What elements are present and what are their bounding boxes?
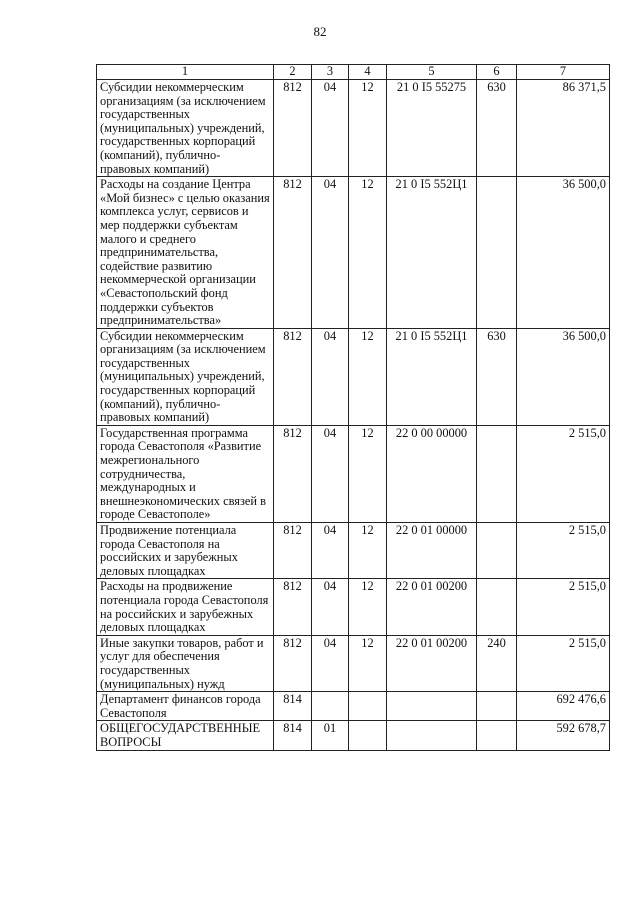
row-rz: 04: [312, 328, 349, 425]
column-header-2: 2: [274, 65, 312, 80]
row-rz: 04: [312, 523, 349, 579]
row-ved: 812: [274, 523, 312, 579]
row-rz: 01: [312, 721, 349, 750]
row-sum: 36 500,0: [517, 177, 610, 329]
row-pr: 12: [349, 328, 387, 425]
row-csr: 22 0 01 00200: [387, 579, 477, 635]
row-pr: 12: [349, 177, 387, 329]
row-name: Иные закупки товаров, работ и услуг для обеспечения государственных (муниципальных) нужд: [97, 635, 274, 691]
row-sum: 86 371,5: [517, 80, 610, 177]
row-name: Субсидии некоммерческим организациям (за исключением государственных (муниципальных) учреждений, государственных корпораций (компаний), публично-правовых компаний): [97, 80, 274, 177]
row-name: Субсидии некоммерческим организациям (за исключением государственных (муниципальных) учреждений, государственных корпораций (компаний), публично-правовых компаний): [97, 328, 274, 425]
table-row: [97, 80, 610, 177]
row-ved: 814: [274, 692, 312, 721]
row-name: Расходы на продвижение потенциала города Севастополя на российских и зарубежных деловых площадках: [97, 579, 274, 635]
row-pr: 12: [349, 425, 387, 522]
row-name: ОБЩЕГОСУДАРСТВЕННЫЕ ВОПРОСЫ: [97, 721, 274, 750]
row-sum: 36 500,0: [517, 328, 610, 425]
budget-table: [96, 64, 610, 751]
column-header-3: 3: [312, 65, 349, 80]
table-row: [97, 328, 610, 425]
row-name: Продвижение потенциала города Севастополя на российских и зарубежных деловых площадках: [97, 523, 274, 579]
row-ved: 812: [274, 635, 312, 691]
row-pr: [349, 692, 387, 721]
table-row: [97, 635, 610, 691]
row-pr: 12: [349, 523, 387, 579]
row-sum: 692 476,6: [517, 692, 610, 721]
row-vr: [477, 425, 517, 522]
row-vr: [477, 177, 517, 329]
row-vr: 630: [477, 328, 517, 425]
column-header-7: 7: [517, 65, 610, 80]
row-ved: 812: [274, 425, 312, 522]
row-sum: 2 515,0: [517, 523, 610, 579]
column-header-5: 5: [387, 65, 477, 80]
header-row: [97, 65, 610, 80]
row-sum: 592 678,7: [517, 721, 610, 750]
row-name: Департамент финансов города Севастополя: [97, 692, 274, 721]
row-ved: 812: [274, 328, 312, 425]
table-row: [97, 692, 610, 721]
row-name: Расходы на создание Центра «Мой бизнес» с целью оказания комплекса услуг, сервисов и мер поддержки субъектам малого и среднего предпринимательства, содействие развитию некоммерческой организации «Севастопольский фонд поддержки субъектов предпринимательства»: [97, 177, 274, 329]
row-rz: 04: [312, 635, 349, 691]
table-row: [97, 177, 610, 329]
row-sum: 2 515,0: [517, 635, 610, 691]
row-ved: 814: [274, 721, 312, 750]
row-csr: 22 0 01 00200: [387, 635, 477, 691]
table-body: [97, 80, 610, 751]
row-name: Государственная программа города Севастополя «Развитие межрегионального сотрудничества, международных и внешнеэкономических связей в городе Севастополе»: [97, 425, 274, 522]
row-pr: 12: [349, 579, 387, 635]
row-ved: 812: [274, 80, 312, 177]
row-vr: [477, 721, 517, 750]
table-row: [97, 523, 610, 579]
row-rz: 04: [312, 177, 349, 329]
row-pr: [349, 721, 387, 750]
row-csr: 21 0 I5 552Ц1: [387, 177, 477, 329]
row-vr: [477, 579, 517, 635]
row-csr: 22 0 01 00000: [387, 523, 477, 579]
column-header-1: 1: [97, 65, 274, 80]
table-row: [97, 579, 610, 635]
row-rz: 04: [312, 425, 349, 522]
column-header-6: 6: [477, 65, 517, 80]
row-rz: 04: [312, 579, 349, 635]
row-sum: 2 515,0: [517, 579, 610, 635]
row-rz: [312, 692, 349, 721]
row-rz: 04: [312, 80, 349, 177]
row-vr: 240: [477, 635, 517, 691]
column-header-4: 4: [349, 65, 387, 80]
row-pr: 12: [349, 80, 387, 177]
row-csr: [387, 692, 477, 721]
row-vr: 630: [477, 80, 517, 177]
row-csr: [387, 721, 477, 750]
page-number: 82: [313, 24, 327, 39]
row-csr: 21 0 I5 55275: [387, 80, 477, 177]
row-vr: [477, 692, 517, 721]
table-header: [97, 65, 610, 80]
row-vr: [477, 523, 517, 579]
row-ved: 812: [274, 579, 312, 635]
row-pr: 12: [349, 635, 387, 691]
table-row: [97, 721, 610, 750]
row-sum: 2 515,0: [517, 425, 610, 522]
table-row: [97, 425, 610, 522]
row-csr: 21 0 I5 552Ц1: [387, 328, 477, 425]
row-ved: 812: [274, 177, 312, 329]
row-csr: 22 0 00 00000: [387, 425, 477, 522]
